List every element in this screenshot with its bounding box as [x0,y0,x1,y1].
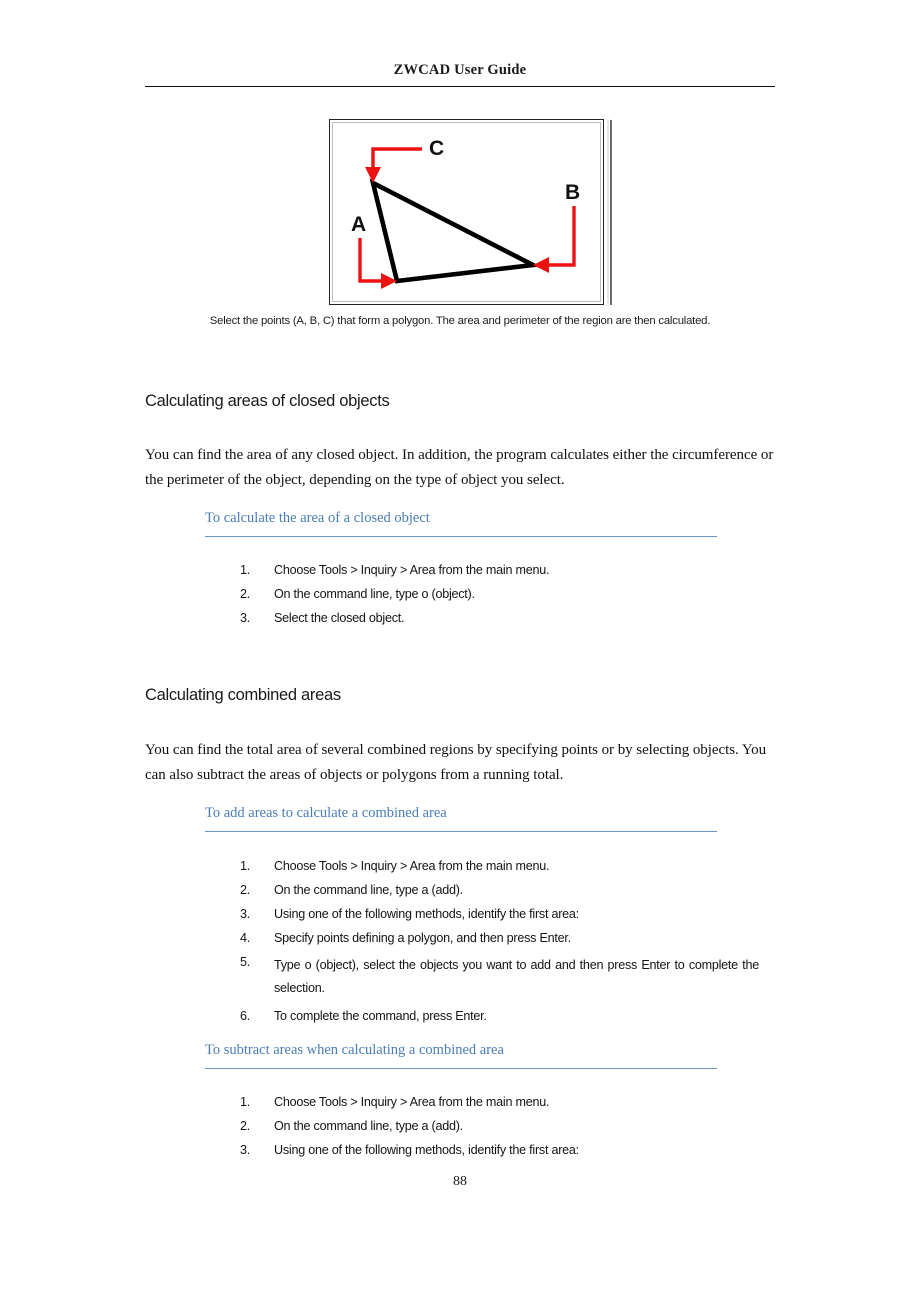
step-list-add-areas [240,858,800,1032]
procedure-divider [205,536,717,537]
list-item [240,1094,800,1110]
list-item-text: Choose Tools > Inquiry > Area from the main menu. [274,563,550,577]
list-item [240,1008,800,1024]
heading-calculating-areas-closed-objects: Calculating areas of closed objects [145,392,390,410]
step-list-subtract-areas [240,1094,800,1166]
header-divider [145,86,775,87]
procedure-heading-add-areas [205,805,717,832]
list-item [240,1118,800,1134]
procedure-divider [205,1068,717,1069]
list-item-text: To complete the command, press Enter. [274,1009,487,1023]
list-item-text: Select the closed object. [274,611,405,625]
page-header [145,62,775,79]
list-number: 2. [240,1119,251,1133]
procedure-title: To calculate the area of a closed object [205,510,430,526]
list-item-text: On the command line, type a (add). [274,883,463,897]
procedure-heading-calculate-closed-object [205,510,717,537]
step-list-calculate-closed-object [240,562,800,634]
arrowhead-c [365,167,381,183]
paragraph-combined-areas: You can find the total area of several combined regions by specifying points or by selecting objects. You can also subtract the areas of objects or polygons from a running total. [145,742,767,783]
list-item [240,586,800,602]
list-number: 3. [240,611,251,625]
list-number: 5. [240,955,251,969]
list-item-text: On the command line, type a (add). [274,1119,463,1133]
list-number: 2. [240,883,251,897]
list-item [240,954,800,1000]
figure-caption: Select the points (A, B, C) that form a polygon. The area and perimeter of the region are then calculated. [209,315,711,327]
leader-line-b [545,206,574,265]
list-item-text: Type o (object), select the objects you want to add and then press Enter to complete the selection. [274,958,759,995]
list-item-text: Choose Tools > Inquiry > Area from the main menu. [274,1095,550,1109]
polygon-shape [373,183,533,281]
list-item [240,930,800,946]
list-item [240,610,800,626]
list-number: 3. [240,907,251,921]
list-item [240,1142,800,1158]
figure-label-b: B [565,181,581,204]
figure-edge-highlight [607,119,609,306]
figure-polygon-area [329,119,614,307]
list-number: 6. [240,1009,251,1023]
arrowhead-b [533,257,549,273]
figure-edge-line [610,120,612,305]
list-number: 4. [240,931,251,945]
list-number: 2. [240,587,251,601]
header-title: ZWCAD User Guide [393,62,527,78]
page-number: 88 [453,1174,467,1189]
list-number: 3. [240,1143,251,1157]
procedure-title: To subtract areas when calculating a combined area [205,1042,504,1058]
list-item-text: Using one of the following methods, identify the first area: [274,1143,579,1157]
list-number: 1. [240,1095,251,1109]
polygon-diagram-svg [329,119,604,305]
procedure-divider [205,831,717,832]
list-item-text: Choose Tools > Inquiry > Area from the main menu. [274,859,550,873]
figure-label-c: C [429,137,445,160]
list-item [240,562,800,578]
procedure-title: To add areas to calculate a combined area [205,805,447,821]
list-number: 1. [240,563,251,577]
list-item [240,906,800,922]
list-item-text: Using one of the following methods, identify the first area: [274,907,579,921]
list-number: 1. [240,859,251,873]
procedure-heading-subtract-areas [205,1042,717,1069]
list-item-text: On the command line, type o (object). [274,587,475,601]
list-item [240,858,800,874]
heading-calculating-combined-areas: Calculating combined areas [145,686,341,704]
figure-label-a: A [351,213,367,236]
paragraph-closed-objects: You can find the area of any closed object. In addition, the program calculates either the circumference or the perimeter of the object, depending on the type of object you select. [145,447,774,488]
list-item [240,882,800,898]
list-item-text: Specify points defining a polygon, and then press Enter. [274,931,571,945]
